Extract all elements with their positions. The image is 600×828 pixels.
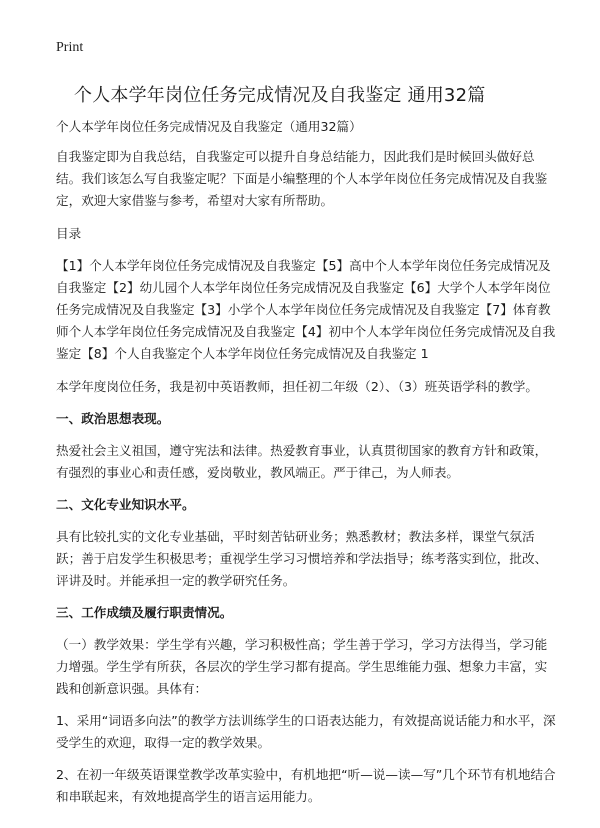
section-body-performance: （一）教学效果：学生学有兴趣，学习积极性高；学生善于学习，学习方法得当，学习能力增强。学生学有所获，各层次的学生学习都有提高。学生思维能力强、想象力丰富，实践和创新意识强。具体有： xyxy=(56,637,548,696)
section-heading-knowledge: 二、文化专业知识水平。 xyxy=(56,497,195,512)
opening-paragraph: 本学年度岗位任务，我是初中英语教师，担任初二年级（2）、（3）班英语学科的教学。 xyxy=(56,379,538,394)
toc-heading: 目录 xyxy=(56,226,82,241)
section-heading-performance: 三、工作成绩及履行职责情况。 xyxy=(56,605,233,620)
list-item: 1、采用“词语多向法”的教学方法训练学生的口语表达能力，有效提高说话能力和水平，深受学生的欢迎，取得一定的教学效果。 xyxy=(56,713,556,750)
document-body xyxy=(56,116,556,818)
intro-paragraph: 自我鉴定即为自我总结，自我鉴定可以提升自身总结能力，因此我们是时候回头做好总结。我们该怎么写自我鉴定呢？下面是小编整理的个人本学年岗位任务完成情况及自我鉴定，欢迎大家借鉴与参考，希望对大家有所帮助。 xyxy=(56,149,548,208)
print-link[interactable]: Print xyxy=(56,40,84,55)
document-subtitle: 个人本学年岗位任务完成情况及自我鉴定（通用32篇） xyxy=(56,119,362,134)
section-body-knowledge: 具有比较扎实的文化专业基础，平时刻苦钻研业务；熟悉教材；教法多样，课堂气氛活跃；善于启发学生积极思考；重视学生学习习惯培养和学法指导；练考落实到位，批改、评讲及时。并能承担一定的教学研究任务。 xyxy=(56,529,548,588)
list-item: 2、在初一年级英语课堂教学改革实验中，有机地把“听—说—读—写”几个环节有机地结合和串联起来，有效地提高学生的语言运用能力。 xyxy=(56,767,556,804)
table-of-contents: 【1】个人本学年岗位任务完成情况及自我鉴定【5】高中个人本学年岗位任务完成情况及自我鉴定【2】幼儿园个人本学年岗位任务完成情况及自我鉴定【6】大学个人本学年岗位任务完成情况及自我鉴定【3】小学个人本学年岗位任务完成情况及自我鉴定【7】体育教师个人本学年岗位任务完成情况及自我鉴定【4】初中个人本学年岗位任务完成情况及自我鉴定【8】个人自我鉴定个人本学年岗位任务完成情况及自我鉴定 1 xyxy=(56,258,556,361)
section-heading-political: 一、政治思想表现。 xyxy=(56,411,170,426)
document-title: 个人本学年岗位任务完成情况及自我鉴定 通用32篇 xyxy=(74,85,486,106)
section-body-political: 热爱社会主义祖国，遵守宪法和法律。热爱教育事业，认真贯彻国家的教育方针和政策，有强烈的事业心和责任感，爱岗敬业，教风端正。严于律己，为人师表。 xyxy=(56,443,548,480)
